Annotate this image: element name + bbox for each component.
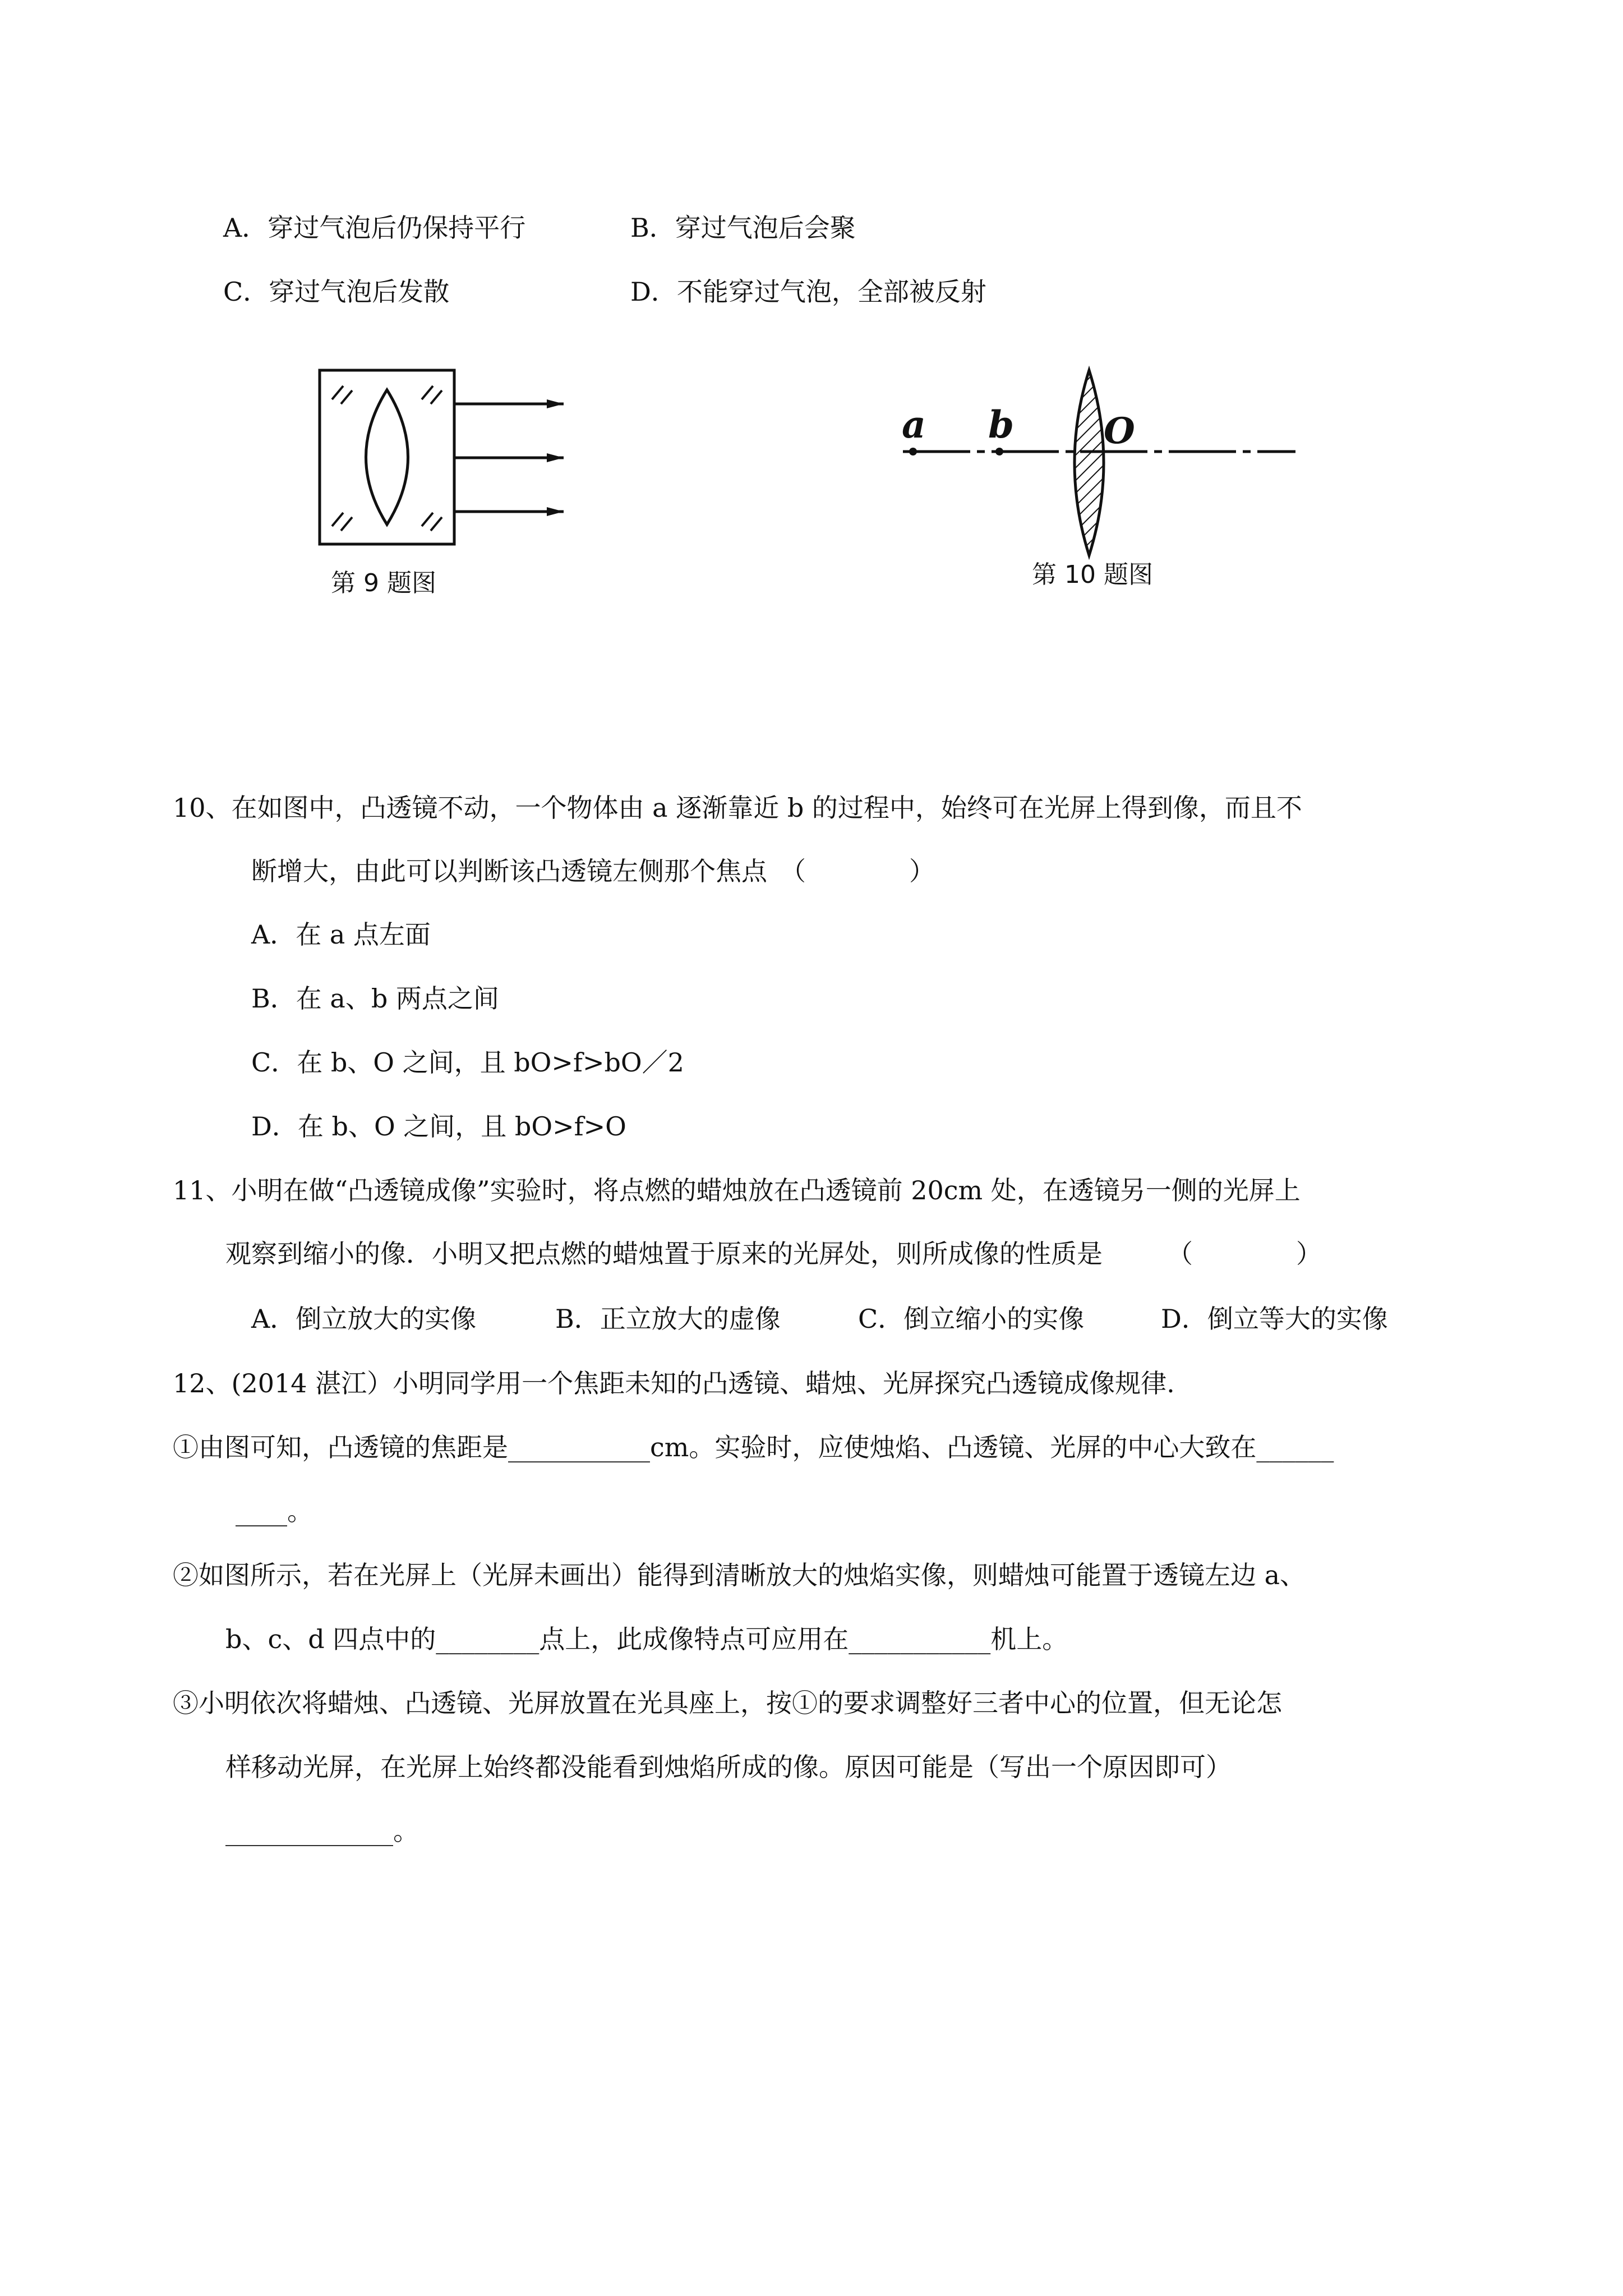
figure-10-diagram [892, 359, 1307, 567]
q10-option-b: B．在 a、b 两点之间 [251, 983, 499, 1014]
figure-9-diagram [314, 359, 583, 555]
q12-part1-line2: ____。 [236, 1496, 313, 1526]
q9-option-d: D．不能穿过气泡，全部被反射 [630, 277, 986, 307]
q10-stem-line1: 10、在如图中，凸透镜不动，一个物体由 a 逐渐靠近 b 的过程中，始终可在光屏上得到像，而且不 [173, 793, 1302, 823]
q12-part1-line1: ①由图可知，凸透镜的焦距是___________cm。实验时，应使烛焰、凸透镜、光屏的中心大致在______ [173, 1432, 1334, 1462]
q9-option-c: C．穿过气泡后发散 [223, 277, 450, 307]
q11-option-c: C．倒立缩小的实像 [858, 1304, 1085, 1334]
point-b-label: b [988, 403, 1015, 447]
point-o-label: O [1104, 410, 1135, 452]
point-a-label: a [902, 403, 926, 447]
q10-option-a: A．在 a 点左面 [251, 919, 431, 950]
q11-stem-line2: 观察到缩小的像．小明又把点燃的蜡烛置于原来的光屏处，则所成像的性质是 （ ） [225, 1239, 1322, 1269]
q10-option-c: C．在 b、O 之间，且 bO>f>bO／2 [251, 1047, 684, 1078]
q11-stem-line1: 11、小明在做“凸透镜成像”实验时，将点燃的蜡烛放在凸透镜前 20cm 处，在透镜另一侧的光屏上 [173, 1175, 1301, 1205]
q9-option-a: A．穿过气泡后仍保持平行 [223, 213, 526, 243]
figure-10-caption: 第 10 题图 [1032, 560, 1153, 589]
q12-part2-line1: ②如图所示，若在光屏上（光屏未画出）能得到清晰放大的烛焰实像，则蜡烛可能置于透镜左边 a、 [173, 1560, 1306, 1590]
q12-stem: 12、(2014 湛江）小明同学用一个焦距未知的凸透镜、蜡烛、光屏探究凸透镜成像规律. [173, 1368, 1175, 1398]
q10-option-d: D．在 b、O 之间，且 bO>f>O [251, 1111, 626, 1142]
q11-option-d: D．倒立等大的实像 [1161, 1304, 1388, 1334]
q9-option-b: B．穿过气泡后会聚 [630, 213, 856, 243]
q11-option-b: B．正立放大的虚像 [555, 1304, 781, 1334]
q11-option-a: A．倒立放大的实像 [251, 1304, 477, 1334]
figure-9-caption: 第 9 题图 [331, 569, 436, 597]
q12-part3-line2: 样移动光屏，在光屏上始终都没能看到烛焰所成的像。原因可能是（写出一个原因即可） [225, 1752, 1232, 1782]
q10-stem-line2: 断增大，由此可以判断该凸透镜左侧那个焦点 （ ） [251, 856, 935, 886]
q12-part3-line3: _____________。 [225, 1816, 419, 1846]
q12-part3-line1: ③小明依次将蜡烛、凸透镜、光屏放置在光具座上，按①的要求调整好三者中心的位置，但无论怎 [173, 1688, 1282, 1718]
q12-part2-line2: b、c、d 四点中的________点上，此成像特点可应用在___________机上。 [225, 1624, 1068, 1654]
